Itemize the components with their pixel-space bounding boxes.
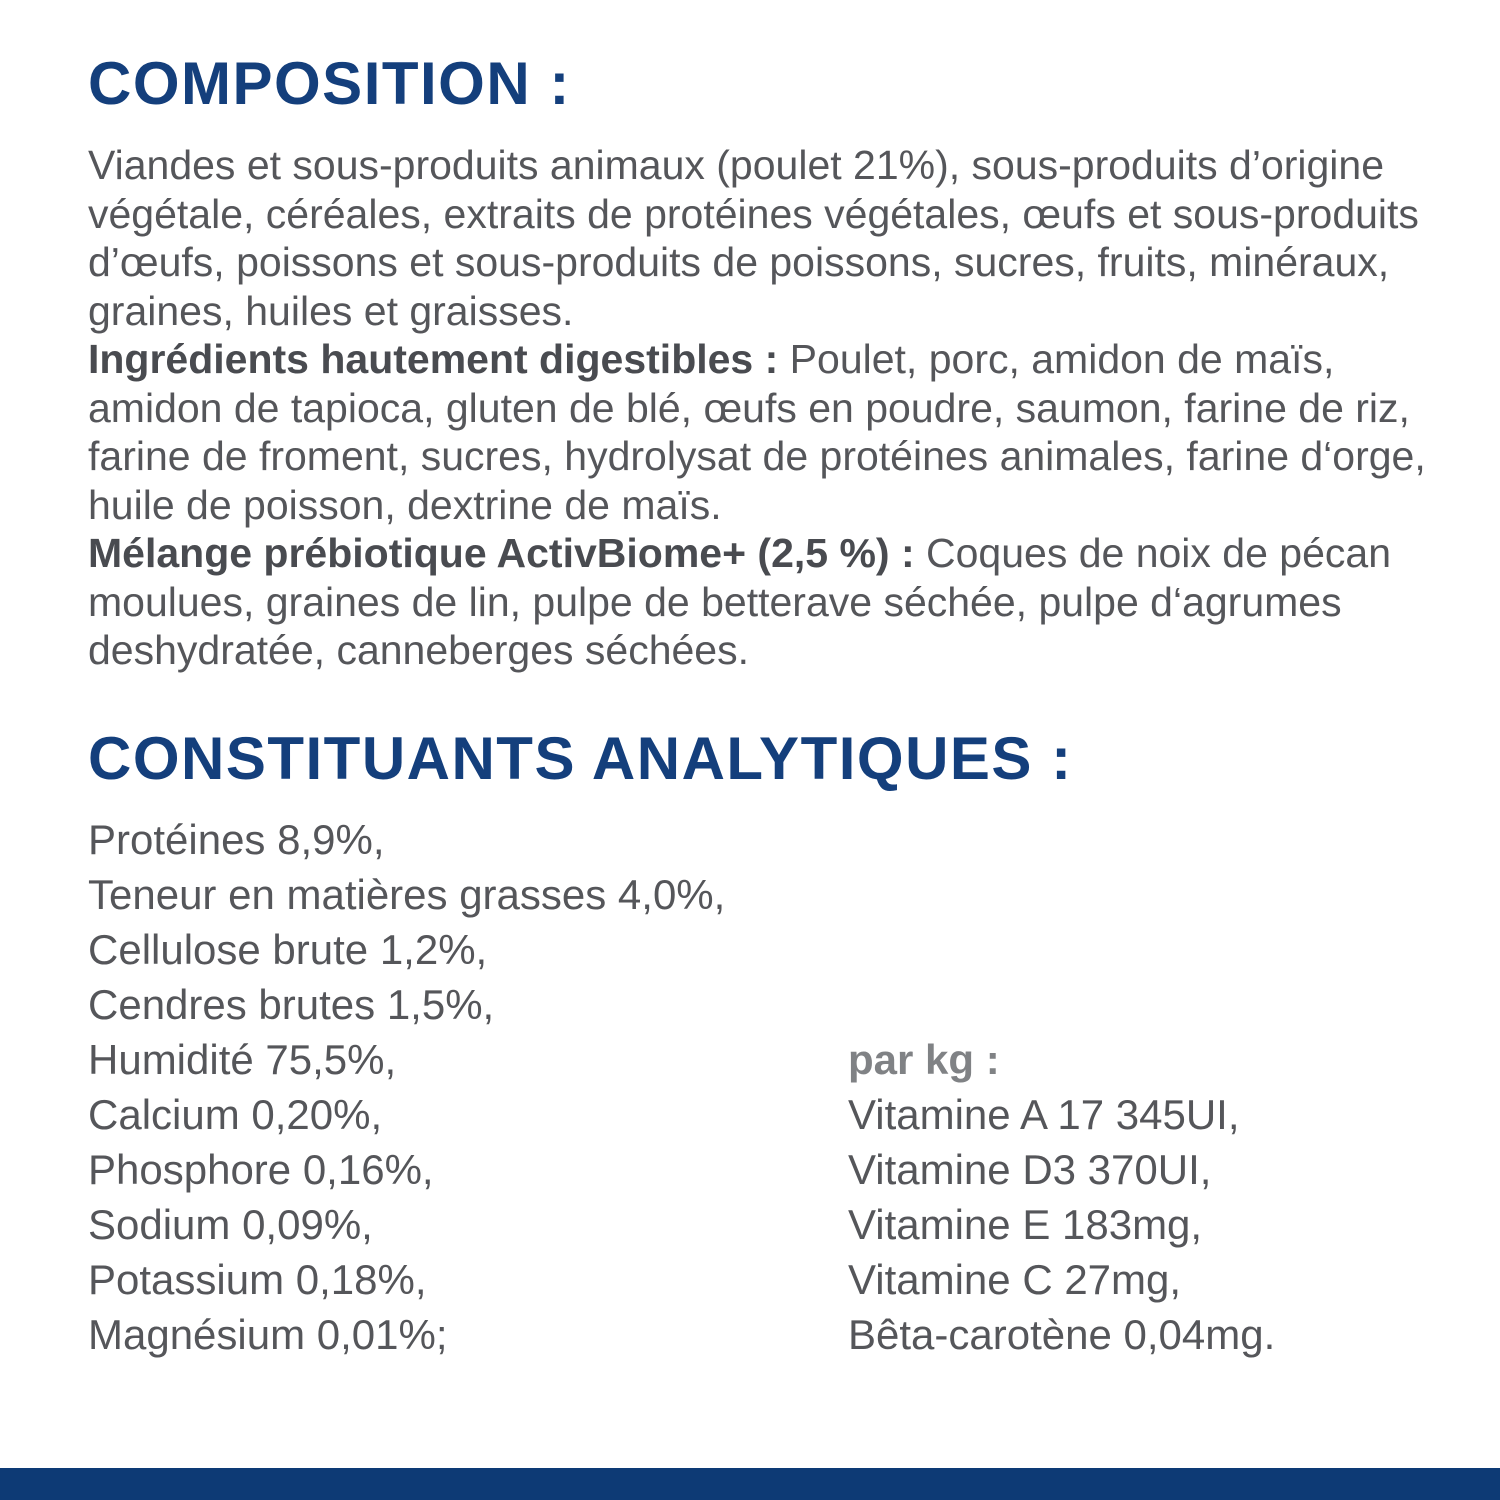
- composition-paragraph-text: Viandes et sous-produits animaux (poulet 21%), sous-produits d’origine végétale, céréales, extraits de protéines végétales, œufs et sous-produits d’œufs, poissons et sous-produits de poissons, sucres, fruits, minéraux, graines, huiles et graisses.: [88, 142, 1419, 334]
- composition-heading: COMPOSITION :: [88, 50, 571, 117]
- prebiotic-blend-paragraph: [88, 529, 1460, 675]
- per-kg-item-vitamin-c: Vitamine C 27mg,: [848, 1255, 1182, 1303]
- constituent-item-phosphorus: Phosphore 0,16%,: [88, 1145, 434, 1193]
- per-kg-item-vitamin-e: Vitamine E 183mg,: [848, 1200, 1203, 1248]
- per-kg-item-vitamin-a: Vitamine A 17 345UI,: [848, 1090, 1240, 1138]
- digestible-ingredients-paragraph: [88, 335, 1460, 529]
- constituent-item-sodium: Sodium 0,09%,: [88, 1200, 373, 1248]
- constituent-item-calcium: Calcium 0,20%,: [88, 1090, 383, 1138]
- composition-paragraph: [88, 141, 1460, 335]
- per-kg-label: par kg :: [848, 1035, 1000, 1083]
- constituent-item-fat: Teneur en matières grasses 4,0%,: [88, 870, 726, 918]
- constituent-item-magnesium: Magnésium 0,01%;: [88, 1310, 448, 1358]
- per-kg-item-vitamin-d3: Vitamine D3 370UI,: [848, 1145, 1212, 1193]
- constituent-item-proteins: Protéines 8,9%,: [88, 815, 385, 863]
- constituent-item-moisture: Humidité 75,5%,: [88, 1035, 397, 1083]
- digestible-ingredients-text: Poulet, porc, amidon de maïs, amidon de tapioca, gluten de blé, œufs en poudre, saumon, farine de riz, farine de froment, sucres, hydrolysat de protéines animales, farine d‘orge, huile de poisson, dextrine de maïs.: [88, 336, 1426, 528]
- digestible-ingredients-label: Ingrédients hautement digestibles :: [88, 336, 779, 382]
- constituent-item-ash: Cendres brutes 1,5%,: [88, 980, 495, 1028]
- analytical-constituents-body: [88, 812, 1440, 1362]
- prebiotic-blend-text: Coques de noix de pécan moulues, graines de lin, pulpe de betterave séchée, pulpe d‘agrumes deshydratée, canneberges séchées.: [88, 530, 1392, 673]
- prebiotic-blend-label: Mélange prébiotique ActivBiome+ (2,5 %) :: [88, 530, 915, 576]
- per-kg-item-beta-carotene: Bêta-carotène 0,04mg.: [848, 1310, 1276, 1358]
- constituent-item-fibre: Cellulose brute 1,2%,: [88, 925, 488, 973]
- bottom-navy-bar: [0, 1468, 1500, 1500]
- composition-text: [88, 141, 1460, 675]
- constituent-item-potassium: Potassium 0,18%,: [88, 1255, 427, 1303]
- per-kg-column: [848, 1032, 1275, 1362]
- analytical-constituents-heading: CONSTITUANTS ANALYTIQUES :: [88, 724, 1073, 792]
